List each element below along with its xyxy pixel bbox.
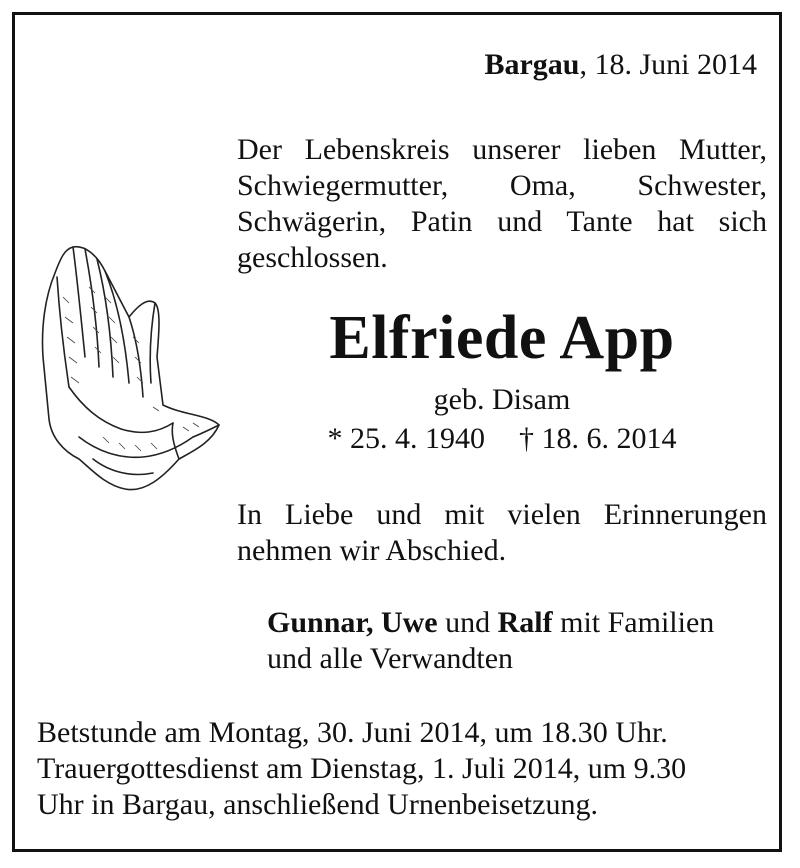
birth-name: geb. Disam bbox=[433, 383, 571, 416]
deceased-name: Elfriede App bbox=[329, 304, 675, 372]
praying-hands-icon bbox=[33, 237, 223, 497]
intro-line: geschlossen. bbox=[237, 241, 388, 274]
death-date: † 18. 6. 2014 bbox=[519, 422, 677, 455]
mourners-line-2: und alle Verwandten bbox=[267, 642, 514, 675]
service-line: Betstunde am Montag, 30. Juni 2014, um 18.30 Uhr. bbox=[37, 716, 668, 749]
mourners bbox=[267, 605, 714, 677]
farewell-line: In Liebe und mit vielen Erinnerungen bbox=[237, 498, 767, 531]
mourner-suffix: mit Familien bbox=[552, 606, 715, 639]
place-date bbox=[484, 47, 757, 83]
place: Bargau bbox=[484, 48, 580, 81]
intro-text bbox=[237, 132, 767, 276]
intro-line: Schwägerin, Patin und Tante hat sich bbox=[237, 205, 767, 238]
birth-date: * 25. 4. 1940 bbox=[327, 422, 485, 455]
date: , 18. Juni 2014 bbox=[579, 48, 757, 81]
service-line: Uhr in Bargau, anschließend Urnenbeisetzung. bbox=[37, 788, 598, 821]
intro-line: Schwiegermutter, Oma, Schwester, bbox=[237, 169, 767, 202]
mourners-line bbox=[267, 605, 714, 641]
mourner-connector: und bbox=[437, 606, 498, 639]
mourner-names: Gunnar, Uwe bbox=[267, 606, 438, 639]
service-line: Trauergottesdienst am Dienstag, 1. Juli 2014, um 9.30 bbox=[37, 752, 687, 785]
mourner-name: Ralf bbox=[497, 606, 553, 639]
intro-line: Der Lebenskreis unserer lieben Mutter, bbox=[237, 133, 767, 166]
farewell-line: nehmen wir Abschied. bbox=[237, 534, 507, 567]
service-info bbox=[37, 715, 686, 823]
farewell-text bbox=[237, 497, 767, 569]
life-dates bbox=[237, 421, 767, 457]
obituary-notice bbox=[12, 12, 782, 852]
